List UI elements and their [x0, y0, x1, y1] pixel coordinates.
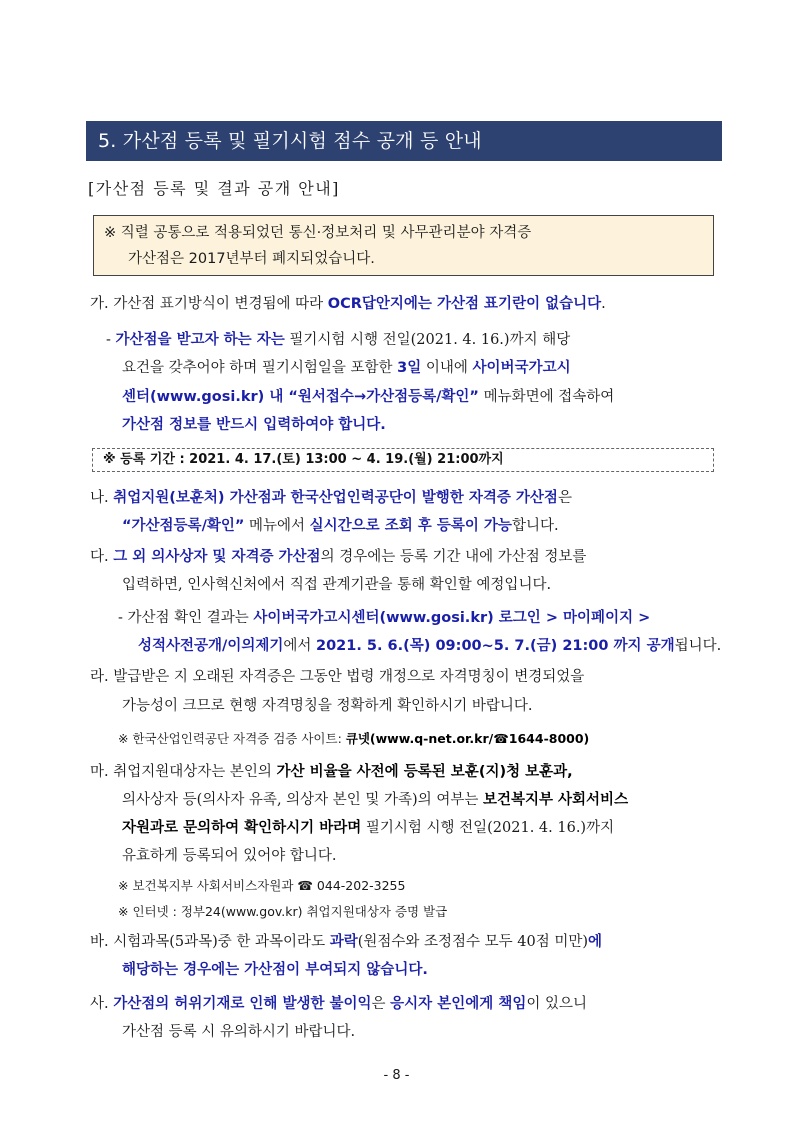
note-line-2: 가산점은 2017년부터 폐지되었습니다.	[128, 251, 375, 267]
item-ba-text2: (원점수와 조정점수 모두 40점 미만)	[357, 934, 588, 950]
item-na-bold1: 취업지원(보훈처) 가산점과 한국산업인력공단이 발행한 자격증 가산점	[113, 490, 558, 506]
item-ba-text1: 바. 시험과목(5과목)중 한 과목이라도	[90, 934, 330, 950]
item-ba-bold2: 에	[588, 934, 603, 950]
item-na-text3: 합니다.	[511, 518, 559, 534]
item-ma-line-3	[122, 818, 614, 838]
item-da-d2-bold2: 2021. 5. 6.(목) 09:00~5. 7.(금) 21:00 까지 공개	[316, 638, 675, 654]
item-na-text1: 은	[557, 490, 572, 506]
item-da-d1-bold: 사이버국가고시센터(www.gosi.kr) 로그인 > 마이페이지 >	[253, 610, 651, 626]
item-ra-note-text: ※ 한국산업인력공단 자격증 검증 사이트:	[118, 731, 346, 746]
item-sa-text2: 이 있으니	[526, 996, 587, 1012]
item-ga-detail-4	[122, 415, 386, 435]
item-ga-bold: OCR답안지에는 가산점 표기란이 없습니다	[327, 296, 602, 312]
item-ga-text: 가. 가산점 표기방식이 변경됨에 따라	[90, 296, 328, 312]
item-ma-note-2: ※ 인터넷 : 정부24(www.gov.kr) 취업지원대상자 증명 발급	[118, 904, 448, 919]
note-line-1: ※ 직렬 공통으로 적용되었던 통신·정보처리 및 사무관리분야 자격증	[104, 225, 532, 241]
item-ga-d1-bold: 가산점을 받고자 하는 자는	[115, 332, 285, 348]
item-ma-text1: 마. 취업지원대상자는 본인의	[90, 764, 277, 780]
item-ga-d2-bold1: 3일	[397, 360, 422, 376]
item-da	[90, 547, 586, 567]
registration-period: ※ 등록 기간 : 2021. 4. 17.(토) 13:00 ~ 4. 19.(월) 21:00까지	[92, 448, 714, 472]
item-ga-d1-text: 필기시험 시행 전일(2021. 4. 16.)까지 해당	[284, 332, 571, 348]
sub-heading: [가산점 등록 및 결과 공개 안내]	[88, 179, 340, 198]
item-sa-prefix: 사.	[90, 996, 114, 1012]
item-ga-detail-3	[122, 387, 614, 407]
item-da-bold1: 그 외 의사상자 및 자격증 가산점	[113, 549, 321, 565]
item-na-line-2	[122, 516, 559, 536]
item-na-prefix: 나.	[90, 490, 114, 506]
item-da-d2-text1: 에서	[283, 638, 316, 654]
item-ga-d3-text: 메뉴화면에 접속하여	[478, 389, 615, 405]
item-da-text1: 의 경우에는 등록 기간 내에 가산점 정보를	[320, 549, 587, 565]
item-ra: 라. 발급받은 지 오래된 자격증은 그동안 법령 개정으로 자격명칭이 변경되었을	[90, 669, 585, 685]
item-ma-line2-text: 의사상자 등(의사자 유족, 의상자 본인 및 가족)의 여부는	[122, 792, 483, 808]
item-ba-line-2	[122, 960, 428, 980]
item-da-line-2: 입력하면, 인사혁신처에서 직접 관계기관을 통해 확인할 예정입니다.	[122, 577, 552, 593]
item-ma-line3-bold: 자원과로 문의하여 확인하시기 바라며	[122, 820, 362, 836]
item-ra-note	[118, 729, 589, 749]
item-ga-d3-bold: 센터(www.gosi.kr) 내 “원서접수→가산점등록/확인”	[122, 389, 479, 405]
item-ma-line-4: 유효하게 등록되어 있어야 합니다.	[122, 848, 337, 864]
item-ga-suffix: .	[601, 296, 606, 312]
dash: -	[106, 332, 116, 348]
item-ra-line-2: 가능성이 크므로 현행 자격명칭을 정확하게 확인하시기 바랍니다.	[122, 698, 533, 714]
section-title: 5. 가산점 등록 및 필기시험 점수 공개 등 안내	[86, 121, 722, 161]
item-da-detail-2	[138, 636, 721, 656]
item-sa-bold2: 응시자 본인에게 책임	[390, 996, 527, 1012]
item-da-d1-text: - 가산점 확인 결과는	[118, 610, 254, 626]
item-sa-line-2: 가산점 등록 시 유의하시기 바랍니다.	[122, 1024, 356, 1040]
item-da-d2-text2: 됩니다.	[674, 638, 722, 654]
item-na-text2: 메뉴에서	[244, 518, 310, 534]
item-da-d2-bold1: 성적사전공개/이의제기	[138, 638, 284, 654]
item-ga-detail-1	[106, 330, 570, 350]
item-na-bold3: 실시간으로 조회 후 등록이 가능	[309, 518, 512, 534]
item-sa	[90, 994, 587, 1014]
item-sa-text1: 은	[371, 996, 391, 1012]
item-sa-bold1: 가산점의 허위기재로 인해 발생한 불이익	[113, 996, 372, 1012]
item-ga-d2-bold2: 사이버국가고시	[472, 360, 571, 376]
item-ga-d2-text2: 이내에	[421, 360, 473, 376]
item-ma-bold1: 가산 비율을 사전에 등록된 보훈(지)청 보훈과,	[276, 764, 573, 780]
page-number: - 8 -	[383, 1068, 410, 1083]
item-ga	[90, 294, 606, 314]
item-ga-d2-text1: 요건을 갖추어야 하며 필기시험일을 포함한	[122, 360, 398, 376]
item-ba-line2-bold: 해당하는 경우에는 가산점이 부여되지 않습니다.	[122, 962, 428, 978]
note-box	[93, 215, 714, 276]
item-ma-note-1: ※ 보건복지부 사회서비스자원과 ☎ 044-202-3255	[118, 878, 406, 893]
item-da-prefix: 다.	[90, 549, 114, 565]
item-ba-bold1: 과락	[329, 934, 358, 950]
item-na-bold2: “가산점등록/확인”	[122, 518, 245, 534]
item-ba	[90, 932, 602, 952]
item-ma-line2-bold: 보건복지부 사회서비스	[482, 792, 629, 808]
qnet-link: 큐넷(www.q-net.or.kr/☎1644-8000)	[345, 731, 590, 746]
item-da-detail-1	[118, 608, 650, 628]
item-ma-line-2	[122, 790, 628, 810]
item-ma-line3-text: 필기시험 시행 전일(2021. 4. 16.)까지	[361, 820, 615, 836]
item-ga-detail-2	[122, 358, 571, 378]
item-na	[90, 488, 572, 508]
item-ga-d4-bold: 가산점 정보를 반드시 입력하여야 합니다.	[122, 417, 386, 433]
item-ma	[90, 762, 573, 782]
